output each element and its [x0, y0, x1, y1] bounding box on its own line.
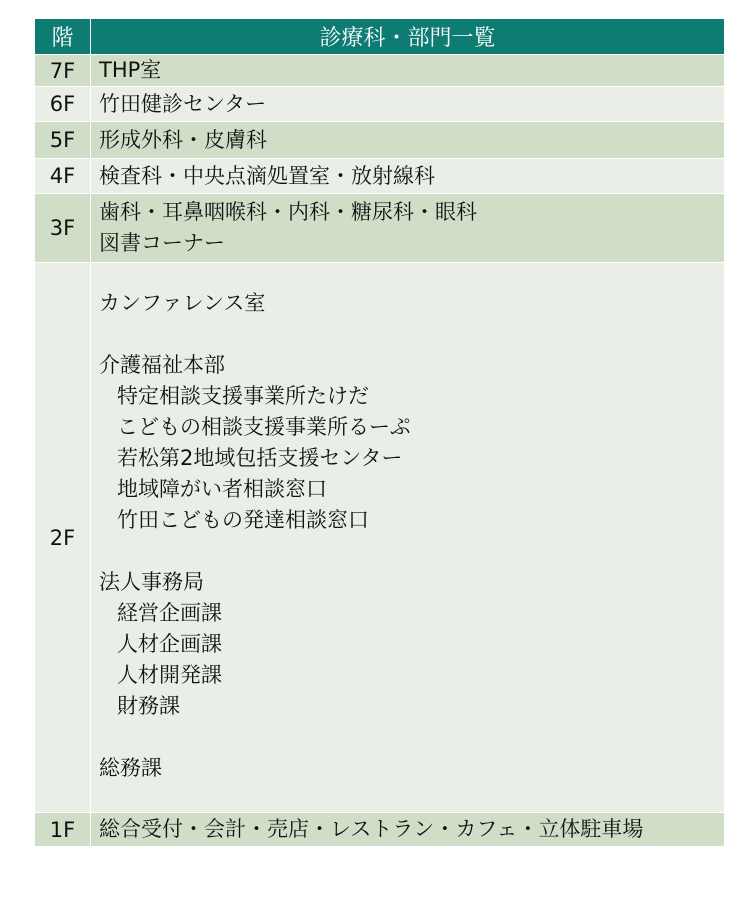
- floor-cell: 6F: [35, 87, 91, 122]
- table-row: [35, 122, 725, 159]
- department-line: 介護福祉本部: [99, 352, 225, 377]
- floor-cell: 2F: [35, 263, 91, 813]
- department-cell: [91, 55, 725, 87]
- department-cell: [91, 87, 725, 122]
- department-line: 竹田こどもの発達相談窓口: [117, 507, 369, 532]
- department-line: 財務課: [117, 693, 180, 718]
- department-line: カンファレンス室: [99, 290, 266, 315]
- department-line: 人材企画課: [117, 631, 222, 656]
- department-line: 竹田健診センター: [99, 91, 267, 116]
- department-line: 図書コーナー: [99, 231, 225, 255]
- department-line: THP室: [99, 58, 162, 82]
- spacer-line: [99, 319, 724, 350]
- table-row: [35, 813, 725, 847]
- departments-column-header: 診療科・部門一覧: [91, 19, 725, 55]
- floor-cell: 3F: [35, 194, 91, 263]
- header-row: [35, 19, 725, 55]
- floor-directory-table: [34, 18, 725, 847]
- department-line: 法人事務局: [99, 569, 204, 594]
- department-line: 経営企画課: [117, 600, 222, 625]
- department-line: こどもの相談支援事業所るーぷ: [117, 414, 411, 439]
- table-row: [35, 159, 725, 194]
- department-cell: [91, 263, 725, 813]
- floor-cell: 5F: [35, 122, 91, 159]
- table-row: [35, 55, 725, 87]
- table-row: [35, 263, 725, 813]
- department-line: 検査科・中央点滴処置室・放射線科: [99, 163, 435, 188]
- floor-cell: 4F: [35, 159, 91, 194]
- department-line: 歯科・耳鼻咽喉科・内科・糖尿科・眼科: [99, 200, 477, 224]
- floor-column-header: 階: [35, 19, 91, 55]
- floor-cell: 7F: [35, 55, 91, 87]
- department-line: 地域障がい者相談窓口: [117, 476, 327, 501]
- department-line: 特定相談支援事業所たけだ: [117, 383, 369, 408]
- department-line: 総合受付・会計・売店・レストラン・カフェ・立体駐車場: [99, 817, 644, 841]
- table-row: [35, 87, 725, 122]
- department-line: 総務課: [99, 755, 162, 780]
- floor-cell: 1F: [35, 813, 91, 847]
- department-cell: [91, 122, 725, 159]
- department-cell: [91, 194, 725, 263]
- department-line: 人材開発課: [117, 662, 222, 687]
- spacer-line: [99, 722, 724, 753]
- department-cell: [91, 813, 725, 847]
- department-line: 形成外科・皮膚科: [99, 127, 267, 152]
- department-cell: [91, 159, 725, 194]
- department-line: 若松第2地域包括支援センター: [117, 445, 403, 470]
- spacer-line: [99, 536, 724, 567]
- table-row: [35, 194, 725, 263]
